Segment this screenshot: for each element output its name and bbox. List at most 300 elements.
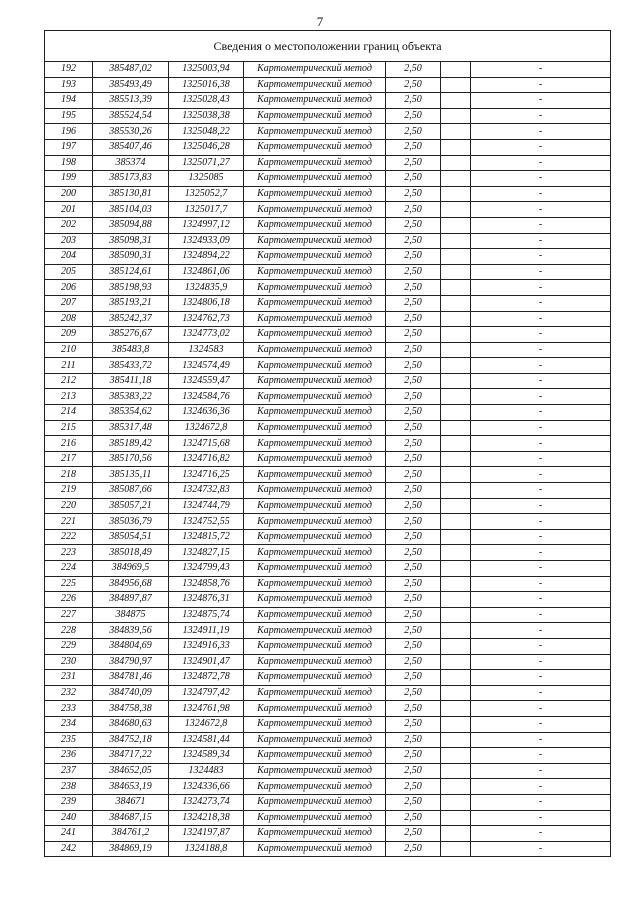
description-cell: -: [471, 514, 611, 530]
method-cell: Картометрический метод: [244, 389, 386, 405]
empty-cell: [441, 217, 471, 233]
description-cell: -: [471, 716, 611, 732]
point-number-cell: 215: [45, 420, 93, 436]
point-number-cell: 228: [45, 623, 93, 639]
table-row: [45, 295, 611, 311]
table-row: [45, 436, 611, 452]
description-cell: -: [471, 233, 611, 249]
y-coordinate-cell: 1324672,8: [169, 716, 244, 732]
x-coordinate-cell: 385090,31: [93, 249, 169, 265]
point-number-cell: 204: [45, 249, 93, 265]
empty-cell: [441, 623, 471, 639]
point-number-cell: 192: [45, 62, 93, 78]
accuracy-cell: 2,50: [386, 93, 441, 109]
x-coordinate-cell: 384897,87: [93, 592, 169, 608]
accuracy-cell: 2,50: [386, 389, 441, 405]
table-row: [45, 592, 611, 608]
accuracy-cell: 2,50: [386, 561, 441, 577]
y-coordinate-cell: 1324483: [169, 763, 244, 779]
method-cell: Картометрический метод: [244, 498, 386, 514]
empty-cell: [441, 561, 471, 577]
description-cell: -: [471, 62, 611, 78]
empty-cell: [441, 576, 471, 592]
y-coordinate-cell: 1324815,72: [169, 529, 244, 545]
x-coordinate-cell: 385124,61: [93, 264, 169, 280]
y-coordinate-cell: 1324911,19: [169, 623, 244, 639]
y-coordinate-cell: 1324716,25: [169, 467, 244, 483]
y-coordinate-cell: 1324716,82: [169, 451, 244, 467]
accuracy-cell: 2,50: [386, 186, 441, 202]
accuracy-cell: 2,50: [386, 327, 441, 343]
accuracy-cell: 2,50: [386, 62, 441, 78]
point-number-cell: 239: [45, 794, 93, 810]
x-coordinate-cell: 385487,02: [93, 62, 169, 78]
point-number-cell: 238: [45, 779, 93, 795]
table-row: [45, 405, 611, 421]
accuracy-cell: 2,50: [386, 514, 441, 530]
table-row: [45, 77, 611, 93]
description-cell: -: [471, 592, 611, 608]
method-cell: Картометрический метод: [244, 420, 386, 436]
y-coordinate-cell: 1325071,27: [169, 155, 244, 171]
empty-cell: [441, 607, 471, 623]
point-number-cell: 235: [45, 732, 93, 748]
x-coordinate-cell: 384717,22: [93, 748, 169, 764]
table-row: [45, 654, 611, 670]
x-coordinate-cell: 385411,18: [93, 373, 169, 389]
y-coordinate-cell: 1324762,73: [169, 311, 244, 327]
method-cell: Картометрический метод: [244, 451, 386, 467]
table-row: [45, 748, 611, 764]
method-cell: Картометрический метод: [244, 748, 386, 764]
point-number-cell: 236: [45, 748, 93, 764]
table-row: [45, 467, 611, 483]
table-row: [45, 139, 611, 155]
empty-cell: [441, 592, 471, 608]
empty-cell: [441, 373, 471, 389]
x-coordinate-cell: 385383,22: [93, 389, 169, 405]
table-row: [45, 607, 611, 623]
empty-cell: [441, 405, 471, 421]
point-number-cell: 213: [45, 389, 93, 405]
point-number-cell: 207: [45, 295, 93, 311]
x-coordinate-cell: 385094,88: [93, 217, 169, 233]
y-coordinate-cell: 1324583: [169, 342, 244, 358]
table-row: [45, 311, 611, 327]
description-cell: -: [471, 186, 611, 202]
point-number-cell: 230: [45, 654, 93, 670]
y-coordinate-cell: 1324218,38: [169, 810, 244, 826]
empty-cell: [441, 794, 471, 810]
y-coordinate-cell: 1324797,42: [169, 685, 244, 701]
description-cell: -: [471, 264, 611, 280]
empty-cell: [441, 841, 471, 857]
table-row: [45, 217, 611, 233]
accuracy-cell: 2,50: [386, 264, 441, 280]
method-cell: Картометрический метод: [244, 139, 386, 155]
description-cell: -: [471, 358, 611, 374]
method-cell: Картометрический метод: [244, 779, 386, 795]
description-cell: -: [471, 748, 611, 764]
description-cell: -: [471, 311, 611, 327]
x-coordinate-cell: 385135,11: [93, 467, 169, 483]
accuracy-cell: 2,50: [386, 108, 441, 124]
x-coordinate-cell: 385513,39: [93, 93, 169, 109]
empty-cell: [441, 420, 471, 436]
description-cell: -: [471, 389, 611, 405]
x-coordinate-cell: 385433,72: [93, 358, 169, 374]
accuracy-cell: 2,50: [386, 638, 441, 654]
point-number-cell: 202: [45, 217, 93, 233]
point-number-cell: 205: [45, 264, 93, 280]
description-cell: -: [471, 373, 611, 389]
description-cell: -: [471, 576, 611, 592]
y-coordinate-cell: 1325046,28: [169, 139, 244, 155]
accuracy-cell: 2,50: [386, 217, 441, 233]
x-coordinate-cell: 385104,03: [93, 202, 169, 218]
method-cell: Картометрический метод: [244, 202, 386, 218]
point-number-cell: 209: [45, 327, 93, 343]
accuracy-cell: 2,50: [386, 295, 441, 311]
table-row: [45, 794, 611, 810]
x-coordinate-cell: 384804,69: [93, 638, 169, 654]
x-coordinate-cell: 385130,81: [93, 186, 169, 202]
method-cell: Картометрический метод: [244, 826, 386, 842]
point-number-cell: 221: [45, 514, 93, 530]
empty-cell: [441, 779, 471, 795]
description-cell: -: [471, 483, 611, 499]
method-cell: Картометрический метод: [244, 483, 386, 499]
point-number-cell: 223: [45, 545, 93, 561]
method-cell: Картометрический метод: [244, 561, 386, 577]
x-coordinate-cell: 384758,38: [93, 701, 169, 717]
method-cell: Картометрический метод: [244, 295, 386, 311]
table-row: [45, 498, 611, 514]
y-coordinate-cell: 1324732,83: [169, 483, 244, 499]
description-cell: -: [471, 93, 611, 109]
table-row: [45, 389, 611, 405]
accuracy-cell: 2,50: [386, 529, 441, 545]
table-row: [45, 342, 611, 358]
empty-cell: [441, 233, 471, 249]
point-number-cell: 194: [45, 93, 93, 109]
table-row: [45, 763, 611, 779]
method-cell: Картометрический метод: [244, 529, 386, 545]
empty-cell: [441, 280, 471, 296]
method-cell: Картометрический метод: [244, 592, 386, 608]
point-number-cell: 200: [45, 186, 93, 202]
point-number-cell: 224: [45, 561, 93, 577]
y-coordinate-cell: 1324559,47: [169, 373, 244, 389]
accuracy-cell: 2,50: [386, 124, 441, 140]
table-row: [45, 186, 611, 202]
point-number-cell: 212: [45, 373, 93, 389]
method-cell: Картометрический метод: [244, 545, 386, 561]
x-coordinate-cell: 384652,05: [93, 763, 169, 779]
table-row: [45, 841, 611, 857]
point-number-cell: 240: [45, 810, 93, 826]
accuracy-cell: 2,50: [386, 576, 441, 592]
x-coordinate-cell: 385193,21: [93, 295, 169, 311]
description-cell: -: [471, 763, 611, 779]
y-coordinate-cell: 1324835,9: [169, 280, 244, 296]
empty-cell: [441, 748, 471, 764]
description-cell: -: [471, 139, 611, 155]
description-cell: -: [471, 701, 611, 717]
x-coordinate-cell: 385374: [93, 155, 169, 171]
method-cell: Картометрический метод: [244, 467, 386, 483]
description-cell: -: [471, 327, 611, 343]
method-cell: Картометрический метод: [244, 358, 386, 374]
x-coordinate-cell: 385098,31: [93, 233, 169, 249]
method-cell: Картометрический метод: [244, 810, 386, 826]
table-row: [45, 420, 611, 436]
accuracy-cell: 2,50: [386, 779, 441, 795]
point-number-cell: 241: [45, 826, 93, 842]
point-number-cell: 195: [45, 108, 93, 124]
y-coordinate-cell: 1325003,94: [169, 62, 244, 78]
accuracy-cell: 2,50: [386, 623, 441, 639]
empty-cell: [441, 451, 471, 467]
point-number-cell: 198: [45, 155, 93, 171]
empty-cell: [441, 701, 471, 717]
description-cell: -: [471, 77, 611, 93]
y-coordinate-cell: 1324752,55: [169, 514, 244, 530]
table-row: [45, 108, 611, 124]
x-coordinate-cell: 385493,49: [93, 77, 169, 93]
method-cell: Картометрический метод: [244, 108, 386, 124]
y-coordinate-cell: 1324894,22: [169, 249, 244, 265]
point-number-cell: 229: [45, 638, 93, 654]
table-row: [45, 561, 611, 577]
point-number-cell: 233: [45, 701, 93, 717]
description-cell: -: [471, 436, 611, 452]
point-number-cell: 217: [45, 451, 93, 467]
y-coordinate-cell: 1325028,43: [169, 93, 244, 109]
accuracy-cell: 2,50: [386, 592, 441, 608]
y-coordinate-cell: 1324273,74: [169, 794, 244, 810]
x-coordinate-cell: 385170,56: [93, 451, 169, 467]
empty-cell: [441, 467, 471, 483]
accuracy-cell: 2,50: [386, 716, 441, 732]
y-coordinate-cell: 1324744,79: [169, 498, 244, 514]
method-cell: Картометрический метод: [244, 841, 386, 857]
boundary-coordinates-table: [44, 30, 611, 857]
accuracy-cell: 2,50: [386, 436, 441, 452]
method-cell: Картометрический метод: [244, 623, 386, 639]
empty-cell: [441, 638, 471, 654]
table-row: [45, 264, 611, 280]
accuracy-cell: 2,50: [386, 498, 441, 514]
description-cell: -: [471, 670, 611, 686]
method-cell: Картометрический метод: [244, 62, 386, 78]
y-coordinate-cell: 1324761,98: [169, 701, 244, 717]
y-coordinate-cell: 1324806,18: [169, 295, 244, 311]
empty-cell: [441, 810, 471, 826]
empty-cell: [441, 498, 471, 514]
x-coordinate-cell: 385407,46: [93, 139, 169, 155]
y-coordinate-cell: 1324861,06: [169, 264, 244, 280]
empty-cell: [441, 311, 471, 327]
method-cell: Картометрический метод: [244, 373, 386, 389]
table-row: [45, 623, 611, 639]
empty-cell: [441, 155, 471, 171]
table-row: [45, 685, 611, 701]
y-coordinate-cell: 1324574,49: [169, 358, 244, 374]
description-cell: -: [471, 841, 611, 857]
accuracy-cell: 2,50: [386, 701, 441, 717]
accuracy-cell: 2,50: [386, 467, 441, 483]
method-cell: Картометрический метод: [244, 264, 386, 280]
method-cell: Картометрический метод: [244, 171, 386, 187]
x-coordinate-cell: 385354,62: [93, 405, 169, 421]
accuracy-cell: 2,50: [386, 483, 441, 499]
empty-cell: [441, 342, 471, 358]
table-row: [45, 576, 611, 592]
description-cell: -: [471, 545, 611, 561]
empty-cell: [441, 139, 471, 155]
accuracy-cell: 2,50: [386, 358, 441, 374]
point-number-cell: 208: [45, 311, 93, 327]
description-cell: -: [471, 561, 611, 577]
method-cell: Картометрический метод: [244, 716, 386, 732]
y-coordinate-cell: 1325052,7: [169, 186, 244, 202]
point-number-cell: 219: [45, 483, 93, 499]
table-title-row: [45, 31, 611, 62]
y-coordinate-cell: 1324188,8: [169, 841, 244, 857]
method-cell: Картометрический метод: [244, 186, 386, 202]
y-coordinate-cell: 1324901,47: [169, 654, 244, 670]
empty-cell: [441, 483, 471, 499]
y-coordinate-cell: 1324715,68: [169, 436, 244, 452]
empty-cell: [441, 171, 471, 187]
y-coordinate-cell: 1324858,76: [169, 576, 244, 592]
table-row: [45, 202, 611, 218]
method-cell: Картометрический метод: [244, 77, 386, 93]
accuracy-cell: 2,50: [386, 405, 441, 421]
point-number-cell: 218: [45, 467, 93, 483]
page-number: 7: [316, 14, 324, 29]
x-coordinate-cell: 385054,51: [93, 529, 169, 545]
table-title: Сведения о местоположении границ объекта: [45, 31, 611, 62]
accuracy-cell: 2,50: [386, 794, 441, 810]
empty-cell: [441, 732, 471, 748]
empty-cell: [441, 545, 471, 561]
point-number-cell: 237: [45, 763, 93, 779]
table-row: [45, 155, 611, 171]
x-coordinate-cell: 385173,83: [93, 171, 169, 187]
x-coordinate-cell: 385087,66: [93, 483, 169, 499]
empty-cell: [441, 186, 471, 202]
method-cell: Картометрический метод: [244, 93, 386, 109]
method-cell: Картометрический метод: [244, 280, 386, 296]
x-coordinate-cell: 384687,15: [93, 810, 169, 826]
x-coordinate-cell: 385198,93: [93, 280, 169, 296]
x-coordinate-cell: 384761,2: [93, 826, 169, 842]
accuracy-cell: 2,50: [386, 139, 441, 155]
point-number-cell: 201: [45, 202, 93, 218]
accuracy-cell: 2,50: [386, 670, 441, 686]
empty-cell: [441, 108, 471, 124]
empty-cell: [441, 716, 471, 732]
x-coordinate-cell: 384653,19: [93, 779, 169, 795]
method-cell: Картометрический метод: [244, 233, 386, 249]
x-coordinate-cell: 384956,68: [93, 576, 169, 592]
description-cell: -: [471, 280, 611, 296]
method-cell: Картометрический метод: [244, 217, 386, 233]
description-cell: -: [471, 529, 611, 545]
empty-cell: [441, 389, 471, 405]
description-cell: -: [471, 451, 611, 467]
table-row: [45, 62, 611, 78]
method-cell: Картометрический метод: [244, 405, 386, 421]
accuracy-cell: 2,50: [386, 685, 441, 701]
method-cell: Картометрический метод: [244, 576, 386, 592]
description-cell: -: [471, 638, 611, 654]
method-cell: Картометрический метод: [244, 638, 386, 654]
y-coordinate-cell: 1325016,38: [169, 77, 244, 93]
description-cell: -: [471, 467, 611, 483]
method-cell: Картометрический метод: [244, 701, 386, 717]
x-coordinate-cell: 385524,54: [93, 108, 169, 124]
x-coordinate-cell: 384790,97: [93, 654, 169, 670]
point-number-cell: 211: [45, 358, 93, 374]
y-coordinate-cell: 1325017,7: [169, 202, 244, 218]
y-coordinate-cell: 1324672,8: [169, 420, 244, 436]
y-coordinate-cell: 1324799,43: [169, 561, 244, 577]
accuracy-cell: 2,50: [386, 545, 441, 561]
point-number-cell: 232: [45, 685, 93, 701]
point-number-cell: 197: [45, 139, 93, 155]
method-cell: Картометрический метод: [244, 685, 386, 701]
empty-cell: [441, 249, 471, 265]
y-coordinate-cell: 1324875,74: [169, 607, 244, 623]
accuracy-cell: 2,50: [386, 748, 441, 764]
x-coordinate-cell: 384671: [93, 794, 169, 810]
accuracy-cell: 2,50: [386, 249, 441, 265]
accuracy-cell: 2,50: [386, 280, 441, 296]
empty-cell: [441, 202, 471, 218]
description-cell: -: [471, 607, 611, 623]
method-cell: Картометрический метод: [244, 607, 386, 623]
empty-cell: [441, 826, 471, 842]
table-row: [45, 280, 611, 296]
table-row: [45, 670, 611, 686]
table-row: [45, 545, 611, 561]
accuracy-cell: 2,50: [386, 420, 441, 436]
table-row: [45, 826, 611, 842]
description-cell: -: [471, 342, 611, 358]
table-row: [45, 171, 611, 187]
y-coordinate-cell: 1324872,78: [169, 670, 244, 686]
point-number-cell: 203: [45, 233, 93, 249]
empty-cell: [441, 62, 471, 78]
y-coordinate-cell: 1324584,76: [169, 389, 244, 405]
description-cell: -: [471, 217, 611, 233]
y-coordinate-cell: 1324636,36: [169, 405, 244, 421]
y-coordinate-cell: 1324589,34: [169, 748, 244, 764]
x-coordinate-cell: 384875: [93, 607, 169, 623]
y-coordinate-cell: 1324933,09: [169, 233, 244, 249]
table-row: [45, 233, 611, 249]
y-coordinate-cell: 1325085: [169, 171, 244, 187]
description-cell: -: [471, 794, 611, 810]
table-row: [45, 716, 611, 732]
empty-cell: [441, 93, 471, 109]
accuracy-cell: 2,50: [386, 763, 441, 779]
x-coordinate-cell: 384869,19: [93, 841, 169, 857]
y-coordinate-cell: 1325048,22: [169, 124, 244, 140]
